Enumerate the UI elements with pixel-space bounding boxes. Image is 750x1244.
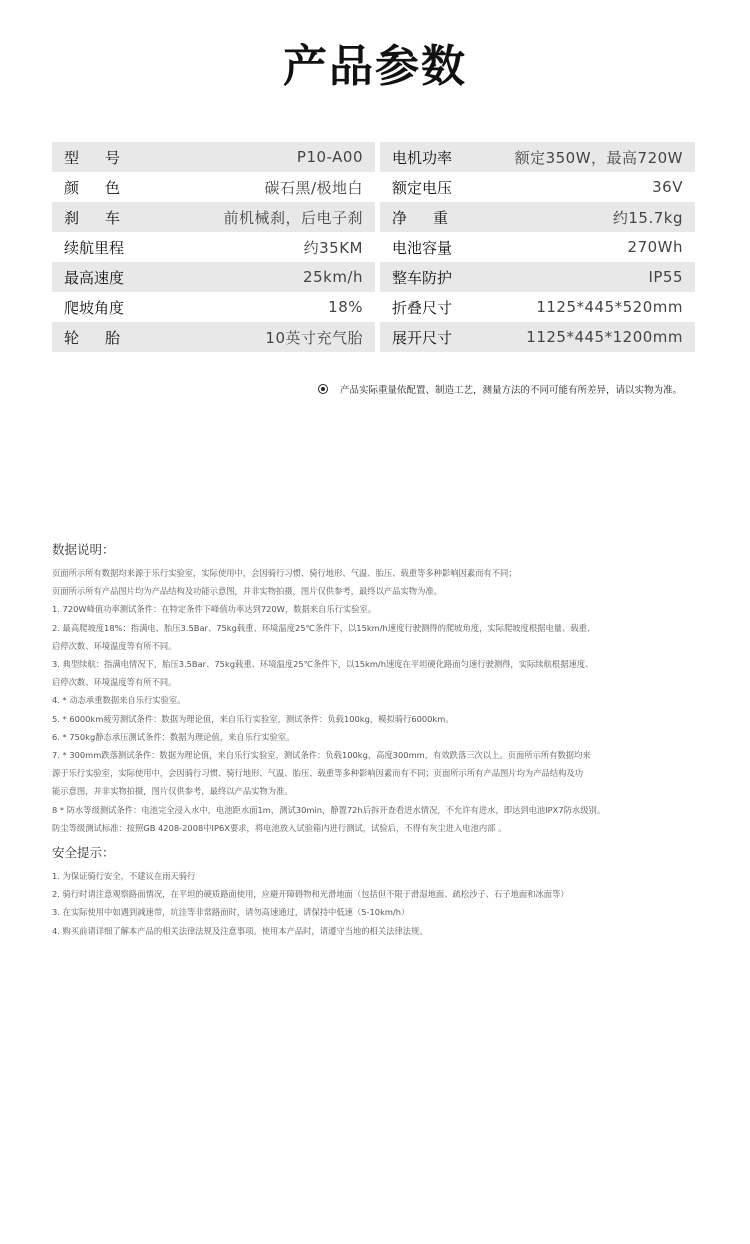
spec-row-battery <box>380 232 695 262</box>
spec-row-color <box>52 172 375 202</box>
spec-label: 整车防护 <box>392 268 453 287</box>
spec-value: 270Wh <box>627 238 683 256</box>
spec-label: 轮胎 <box>64 328 147 347</box>
spec-row-model <box>52 142 375 172</box>
spec-value: 约35KM <box>303 238 363 257</box>
data-line: 防尘等级测试标准：按照GB 4208-2008中IP6X要求，将电池放入试验箱内进行测试，试验后，不得有灰尘进入电池内部 。 <box>52 822 507 833</box>
data-line: 3. 典型续航：指满电情况下，胎压3.5Bar、75kg载重、环境温度25℃条件下，以15km/h速度在平坦硬化路面匀速行驶测得，实际续航根据速度、 <box>52 659 594 670</box>
data-line: 启停次数、环境温度等有所不同。 <box>52 677 177 688</box>
spec-row-net-weight <box>380 202 695 232</box>
weight-note-text: 产品实际重量依配置、制造工艺，测量方法的不同可能有所差异，请以实物为准。 <box>340 385 683 396</box>
bullet-dot-icon <box>318 384 328 394</box>
data-line: 5. * 6000km疲劳测试条件：数据为理论值，来自乐行实验室，测试条件：负载100kg，模拟骑行6000km。 <box>52 713 454 724</box>
spec-row-brake <box>52 202 375 232</box>
spec-label: 最高速度 <box>64 268 125 287</box>
data-line: 4. * 动态承重数据来自乐行实验室。 <box>52 695 186 706</box>
safety-line: 3. 在实际使用中如遇到减速带，坑洼等非常路面时，请勿高速通过，请保持中低速（5-10km/h） <box>52 907 410 918</box>
data-explanation <box>52 540 712 837</box>
spec-label: 电机功率 <box>392 148 453 167</box>
data-line: 7. * 300mm跌落测试条件：数据为理论值，来自乐行实验室，测试条件：负载100kg，高度300mm，有效跌落三次以上。页面所示所有数据均来 <box>52 750 591 761</box>
safety-line: 2. 骑行时请注意观察路面情况，在平坦的硬质路面使用，应避开障碍物和光滑地面（包括但不限于滑湿地面、疏松沙子、石子地面和冰面等） <box>52 889 569 900</box>
spec-label: 额定电压 <box>392 178 453 197</box>
spec-row-range <box>52 232 375 262</box>
spec-value: IP55 <box>648 268 683 286</box>
data-explanation-heading: 数据说明： <box>52 542 115 557</box>
spec-label: 型号 <box>64 148 147 167</box>
data-line: 能示意图，并非实物拍摄，图片仅供参考，最终以产品实物为准。 <box>52 786 293 797</box>
data-line: 6. * 750kg静态承压测试条件：数据为理论值，来自乐行实验室。 <box>52 731 295 742</box>
spec-row-protection <box>380 262 695 292</box>
data-line: 2. 最高爬坡度18%：指满电、胎压3.5Bar、75kg载重、环境温度25℃条件下，以15km/h速度行驶测得的爬坡角度，实际爬坡度根据电量、载重、 <box>52 622 596 633</box>
spec-label: 净重 <box>392 208 475 227</box>
spec-row-unfolded-size <box>380 322 695 352</box>
spec-value: 前机械刹，后电子刹 <box>223 208 363 227</box>
spec-row-motor-power <box>380 142 695 172</box>
spec-row-folded-size <box>380 292 695 322</box>
spec-label: 颜色 <box>64 178 147 197</box>
spec-label: 电池容量 <box>392 238 453 257</box>
spec-value: 碳石黑/极地白 <box>264 178 363 197</box>
spec-value: 36V <box>652 178 683 196</box>
spec-value: 约15.7kg <box>612 208 683 227</box>
spec-label: 刹车 <box>64 208 147 227</box>
page-title: 产品参数 <box>283 41 467 92</box>
spec-label: 续航里程 <box>64 238 125 257</box>
spec-value: 25km/h <box>303 268 363 286</box>
weight-note <box>318 382 682 396</box>
data-line: 页面所示所有数据均来源于乐行实验室，实际使用中，会因骑行习惯、骑行地形、气温、胎压、载重等多种影响因素而有不同； <box>52 568 517 578</box>
safety-tips-heading: 安全提示： <box>52 845 115 860</box>
spec-table-right <box>380 142 695 352</box>
spec-value: 18% <box>328 298 363 316</box>
spec-label: 折叠尺寸 <box>392 298 453 317</box>
data-line: 1. 720W峰值功率测试条件：在特定条件下峰值功率达到720W，数据来自乐行实验室。 <box>52 604 377 615</box>
spec-value: 10英寸充气胎 <box>265 328 363 347</box>
spec-value: 1125*445*520mm <box>536 298 683 316</box>
spec-value: P10-A00 <box>296 148 363 166</box>
safety-line: 1. 为保证骑行安全，不建议在雨天骑行 <box>52 871 196 881</box>
spec-row-voltage <box>380 172 695 202</box>
data-line: 启停次数、环境温度等有所不同。 <box>52 640 177 651</box>
spec-row-climb <box>52 292 375 322</box>
spec-value: 额定350W，最高720W <box>514 148 683 167</box>
spec-label: 展开尺寸 <box>392 328 453 347</box>
safety-line: 4. 购买前请详细了解本产品的相关法律法规及注意事项。使用本产品时，请遵守当地的相关法律法规。 <box>52 925 428 936</box>
data-line: 8 * 防水等级测试条件：电池完全浸入水中，电池距水面1m，测试30min，静置72h后拆开查看进水情况，不允许有进水，即达到电池IPX7防水级别。 <box>52 804 606 815</box>
spec-row-max-speed <box>52 262 375 292</box>
data-line: 源于乐行实验室，实际使用中，会因骑行习惯、骑行地形、气温、胎压、载重等多种影响因素而有不同；页面所示所有产品图片均为产品结构及功 <box>52 768 584 779</box>
spec-row-tire <box>52 322 375 352</box>
spec-table-left <box>52 142 375 352</box>
spec-value: 1125*445*1200mm <box>526 328 683 346</box>
safety-tips <box>52 843 712 940</box>
spec-label: 爬坡角度 <box>64 298 125 317</box>
data-line: 页面所示所有产品图片均为产品结构及功能示意图，并非实物拍摄，图片仅供参考，最终以产品实物为准。 <box>52 586 442 597</box>
